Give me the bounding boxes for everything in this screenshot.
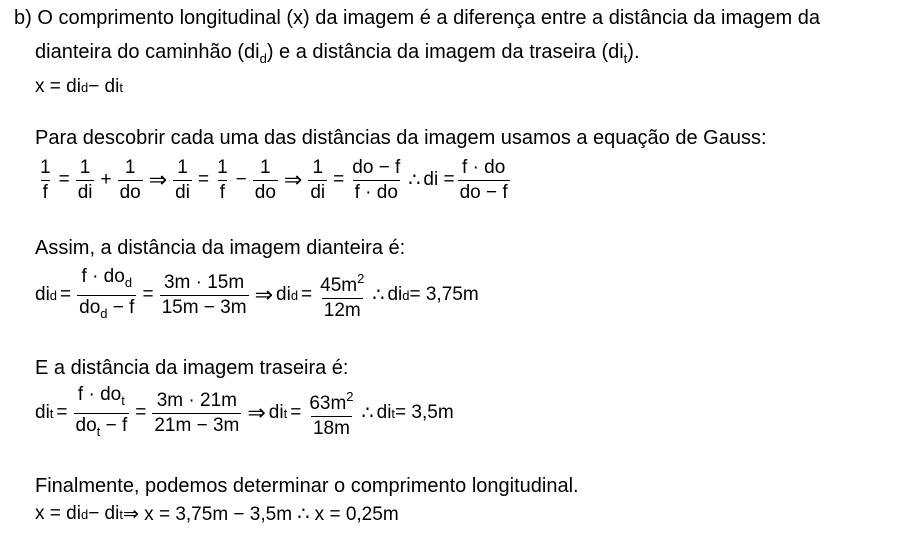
sub-d: d xyxy=(259,51,267,66)
op-plus: + xyxy=(100,169,112,190)
line2-text-c: ). xyxy=(627,41,640,63)
eq1-b: − di xyxy=(88,76,120,97)
equation-x xyxy=(35,74,123,100)
rear-equation xyxy=(35,384,454,442)
front-eq1: = xyxy=(60,284,72,305)
rear-frac1: $\frac{f \cdot do_t}{do_t - f}$ xyxy=(74,384,130,443)
sub-t: t xyxy=(623,51,628,66)
frac-1-di-b: $\frac{1}{di}$ xyxy=(175,156,190,203)
front-res-a: di xyxy=(387,284,403,305)
op-therefore: ∴ xyxy=(408,169,421,191)
eq1-sub-t: t xyxy=(119,79,123,95)
rear-res-b: = 3,5m xyxy=(395,402,454,423)
front-frac3: $\frac{45m^2}{12m}$ xyxy=(320,271,365,321)
final-sub-t: t xyxy=(119,506,123,522)
rear-eq2: = xyxy=(135,402,147,423)
frac-dof-fdo: $\frac{do - f}{f \cdot do}$ xyxy=(352,156,401,203)
op-eq: = xyxy=(58,169,70,190)
para-b-line2 xyxy=(35,40,640,71)
rear-intro: E a distância da imagem traseira é: xyxy=(35,357,349,379)
para-b-line1: b) O comprimento longitudinal (x) da imagem é a diferença entre a distância da imagem da xyxy=(14,7,820,29)
front-mid-sub: d xyxy=(290,287,299,303)
rear-frac2: $\frac{3m \cdot 21m}{21m - 3m}$ xyxy=(154,389,240,436)
front-res-sub: d xyxy=(402,287,410,303)
frac-1-do-b: $\frac{1}{do}$ xyxy=(254,156,276,203)
front-mid: di xyxy=(276,284,291,305)
op-implies: ⇒ xyxy=(148,167,168,192)
rear-res-a: di xyxy=(376,402,392,423)
di-eq-label: di = xyxy=(423,169,455,190)
rear-frac3: $\frac{63m^2}{18m}$ xyxy=(309,389,354,439)
front-intro: Assim, a distância da imagem dianteira é: xyxy=(35,237,406,259)
final-b: − di xyxy=(88,503,120,524)
rear-res-sub: t xyxy=(391,405,396,421)
frac-1-do: $\frac{1}{do}$ xyxy=(119,156,141,203)
op-eq-c: = xyxy=(333,169,345,190)
front-lhs: di xyxy=(35,284,50,305)
op-eq-b: = xyxy=(197,169,210,190)
op-minus: − xyxy=(235,169,247,190)
front-eq3: = xyxy=(301,284,313,305)
rear-mid: di xyxy=(268,402,284,423)
front-implies: ⇒ xyxy=(254,282,274,307)
gauss-intro: Para descobrir cada uma das distâncias da imagem usamos a equação de Gauss: xyxy=(35,127,767,149)
op-implies-b: ⇒ xyxy=(283,167,303,192)
frac-1-f-b: $\frac{1}{f}$ xyxy=(217,156,228,203)
final-c: ⇒ x = 3,75m − 3,5m ∴ x = 0,25m xyxy=(122,503,399,525)
rear-lhs: di xyxy=(35,402,50,423)
front-therefore: ∴ xyxy=(372,284,385,306)
line2-text-b: ) e a distância da imagem da traseira (di xyxy=(266,41,624,63)
gauss-equation xyxy=(35,154,513,206)
front-frac2: $\frac{3m \cdot 15m}{15m - 3m}$ xyxy=(161,271,247,318)
front-lhs-sub: d xyxy=(49,287,58,303)
final-sub-d: d xyxy=(80,506,89,522)
rear-mid-sub: t xyxy=(283,405,288,421)
line2-text-a: dianteira do caminhão (di xyxy=(35,41,260,63)
front-res-b: = 3,75m xyxy=(409,284,479,305)
final-intro: Finalmente, podemos determinar o comprimento longitudinal. xyxy=(35,475,579,497)
frac-1-f: $\frac{1}{f}$ xyxy=(40,156,51,203)
frac-1-di: $\frac{1}{di}$ xyxy=(77,156,93,203)
frac-fdo-dof: $\frac{f \cdot do}{do - f}$ xyxy=(459,156,508,203)
final-a: x = di xyxy=(35,503,81,524)
final-equation xyxy=(35,500,399,528)
eq1-a: x = di xyxy=(35,76,81,97)
front-frac1: $\frac{f \cdot do_d}{do_d - f}$ xyxy=(77,266,136,325)
rear-lhs-sub: t xyxy=(49,405,54,421)
rear-therefore: ∴ xyxy=(361,402,374,424)
rear-eq3: = xyxy=(290,402,302,423)
eq1-sub-d: d xyxy=(80,79,89,95)
rear-eq1: = xyxy=(56,402,68,423)
frac-1-di-c: $\frac{1}{di}$ xyxy=(310,156,326,203)
front-equation xyxy=(35,266,479,324)
front-eq2: = xyxy=(142,284,154,305)
rear-implies: ⇒ xyxy=(247,400,266,425)
